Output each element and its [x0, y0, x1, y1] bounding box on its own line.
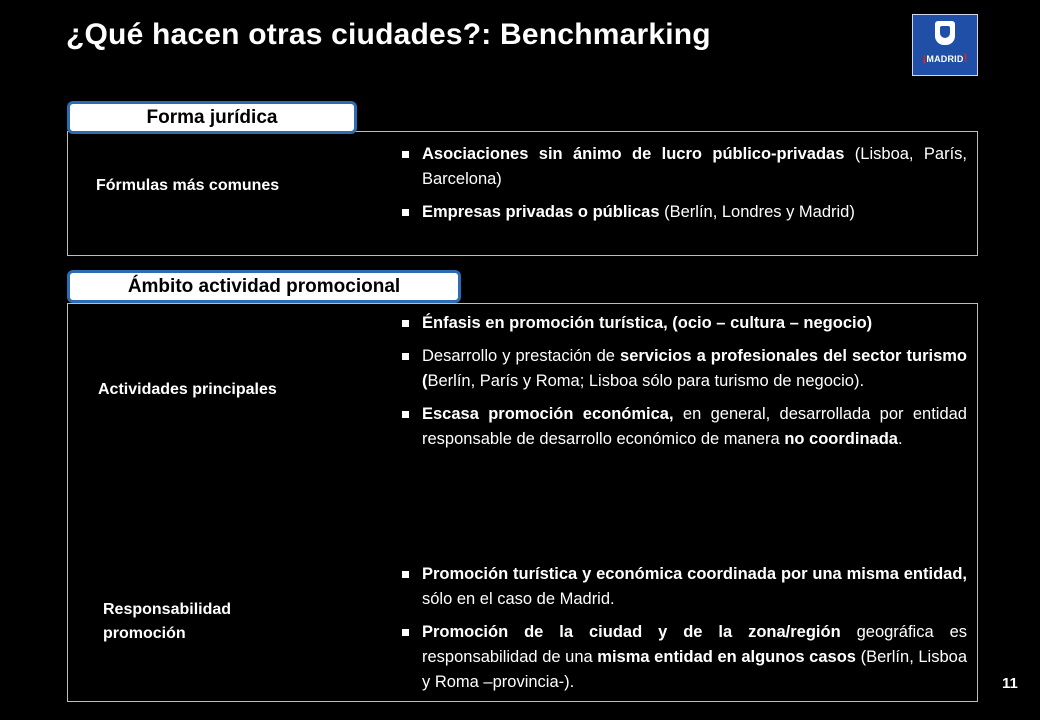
- square-bullet-icon: [402, 571, 409, 578]
- bullet-item: Énfasis en promoción turística, (ocio – cultura – negocio): [400, 311, 967, 336]
- logo-wordmark: ¡MADRID!: [922, 51, 968, 65]
- bullet-item: Desarrollo y prestación de servicios a profesionales del sector turismo (Berlín, París y Roma; Lisboa sólo para turismo de negocio).: [400, 344, 967, 394]
- bullet-item: Escasa promoción económica, en general, desarrollada por entidad responsable de desarrollo económico de manera no coordinada.: [400, 402, 967, 452]
- bullet-item: Promoción de la ciudad y de la zona/región geográfica es responsabilidad de una misma entidad en algunos casos (Berlín, Lisboa y Roma –provincia-).: [400, 620, 967, 695]
- bullet-item: Empresas privadas o públicas (Berlín, Londres y Madrid): [400, 200, 967, 225]
- square-bullet-icon: [402, 629, 409, 636]
- bullet-item: Asociaciones sin ánimo de lucro público-privadas (Lisboa, París, Barcelona): [400, 142, 967, 192]
- bullet-item: Promoción turística y económica coordinada por una misma entidad, sólo en el caso de Madrid.: [400, 562, 967, 612]
- page-number: 11: [1002, 675, 1018, 692]
- square-bullet-icon: [402, 320, 409, 327]
- square-bullet-icon: [402, 209, 409, 216]
- tab-ambito-actividad: Ámbito actividad promocional: [67, 270, 461, 303]
- actividades-bullet-list: [400, 311, 967, 460]
- formulas-bullet-list: [400, 142, 967, 233]
- row-label-responsabilidad: Responsabilidad promoción: [103, 601, 232, 642]
- madrid-logo: [912, 14, 978, 76]
- row-label-formulas: Fórmulas más comunes: [96, 177, 280, 194]
- square-bullet-icon: [402, 411, 409, 418]
- tab-forma-juridica: Forma jurídica: [67, 101, 357, 134]
- responsabilidad-bullet-list: [400, 562, 967, 703]
- city-crest-icon: [935, 21, 955, 45]
- page-title: ¿Qué hacen otras ciudades?: Benchmarking: [66, 18, 711, 51]
- row-label-actividades: Actividades principales: [98, 381, 277, 398]
- square-bullet-icon: [402, 151, 409, 158]
- square-bullet-icon: [402, 353, 409, 360]
